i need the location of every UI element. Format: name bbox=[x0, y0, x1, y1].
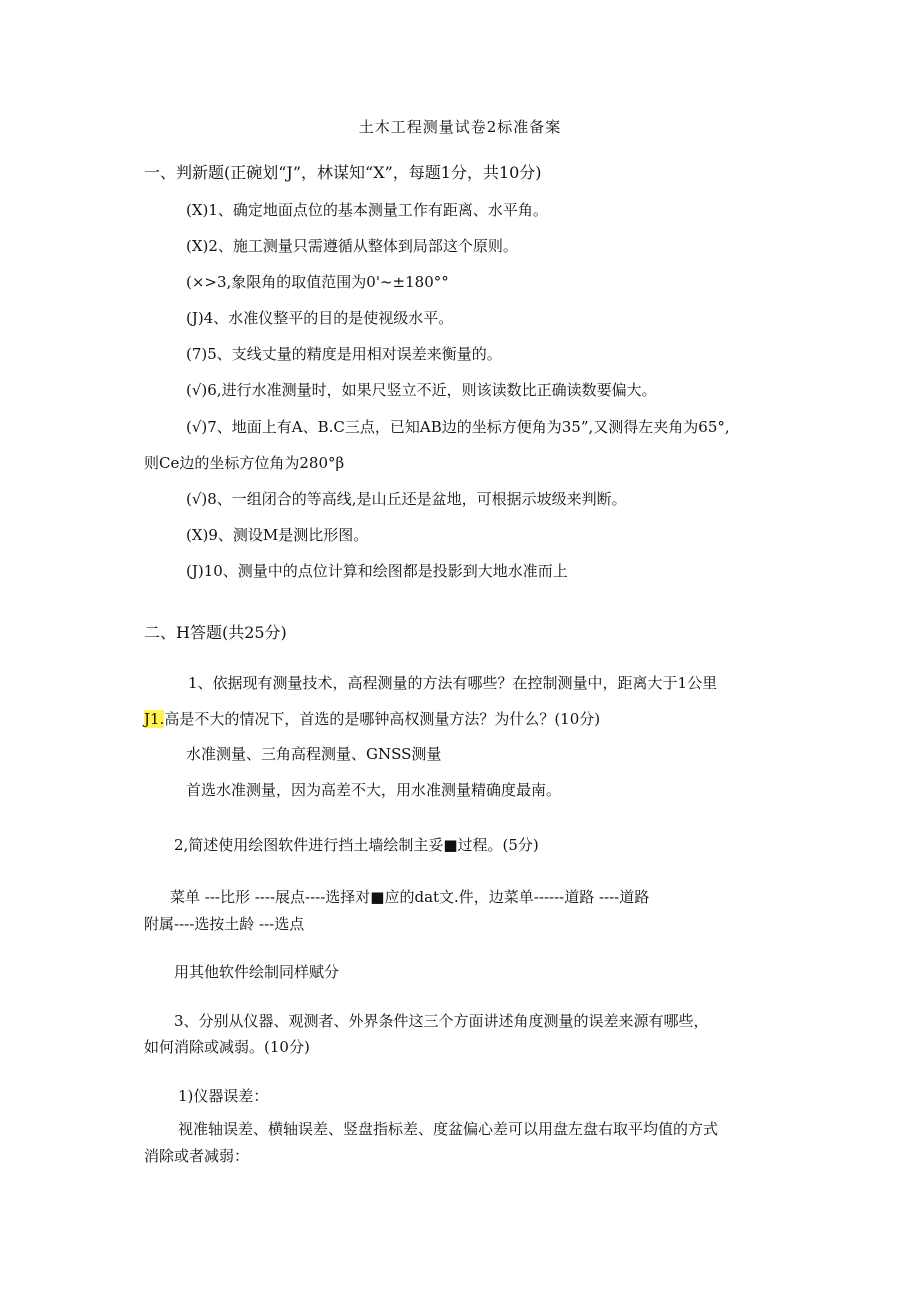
q1-line1: 1、依据现有测量技术，高程测量的方法有哪些？在控制测量中，距离大于1公里 bbox=[188, 674, 718, 692]
q3-sub1-b: 消除或者减弱： bbox=[144, 1147, 250, 1165]
q2-answer-2: 附属----选按土龄 ---选点 bbox=[144, 915, 305, 933]
q2-answer-1: 菜单 ---比形 ----展点----选择对■应的dat文.件，边菜单------道路 ----道路 bbox=[170, 888, 650, 906]
s1-item-10: (J)10、测量中的点位计算和绘图都是投影到大地水准而上 bbox=[186, 562, 568, 580]
s1-item-5: (7)5、支线丈量的精度是用相对误差来衡量的。 bbox=[186, 345, 502, 363]
q1-line2-text: 高是不大的情况下，首选的是哪钟高权测量方法？为什么？(10分) bbox=[164, 710, 601, 728]
q2-answer-3: 用其他软件绘制同样赋分 bbox=[174, 963, 340, 981]
q3-sub1: 1)仪器误差： bbox=[178, 1087, 269, 1105]
section1-heading: 一、判新题(正碗划“J”，林谋知“X”，每题1分，共10分) bbox=[144, 163, 542, 182]
s1-item-1: (X)1、确定地面点位的基本测量工作有距离、水平角。 bbox=[186, 201, 548, 219]
s1-item-9: (X)9、测设M是测比形图。 bbox=[186, 526, 369, 544]
q1-answer-2: 首选水准测量，因为高差不大，用水准测量精确度最南。 bbox=[186, 781, 562, 799]
s1-item-7-cont: 则Ce边的坐标方位角为280°β bbox=[144, 454, 345, 472]
q3-line2: 如何消除或减弱。(10分) bbox=[144, 1038, 310, 1056]
page-title: 土木工程测量试卷2标准备案 bbox=[358, 118, 562, 136]
q3-sub1-a: 视准轴误差、横轴误差、竖盘指标差、度盆偏心差可以用盘左盘右取平均值的方式 bbox=[178, 1120, 719, 1138]
q1-answer-1: 水准测量、三角高程测量、GNSS测量 bbox=[186, 745, 442, 763]
q3-line1: 3、分别从仪器、观测者、外界条件这三个方面讲述角度测量的误差来源有哪些， bbox=[174, 1012, 709, 1030]
section2-heading: 二、H答题(共25分) bbox=[144, 623, 287, 642]
s1-item-7: (√)7、地面上有A、B.C三点，已知AB边的坐标方便角为35”,又测得左夹角为65°, bbox=[186, 418, 730, 436]
s1-item-4: (J)4、水准仪整平的目的是使视级水平。 bbox=[186, 309, 454, 327]
s1-item-2: (X)2、施工测量只需遵循从整体到局部这个原则。 bbox=[186, 237, 518, 255]
s1-item-6: (√)6,进行水准测量时，如果尺竖立不近，则该读数比正确读数要偏大。 bbox=[186, 381, 657, 399]
q1-line2 bbox=[144, 708, 600, 730]
s1-item-8: (√)8、一组闭合的等高线,是山丘还是盆地，可根据示坡级来判断。 bbox=[186, 490, 627, 508]
highlight-mark: J1. bbox=[144, 710, 165, 728]
s1-item-3: (×>3,象限角的取值范围为0'~±180°° bbox=[186, 273, 449, 291]
q2-line1: 2,简述使用绘图软件进行挡土墙绘制主妥■过程。(5分) bbox=[174, 836, 539, 854]
